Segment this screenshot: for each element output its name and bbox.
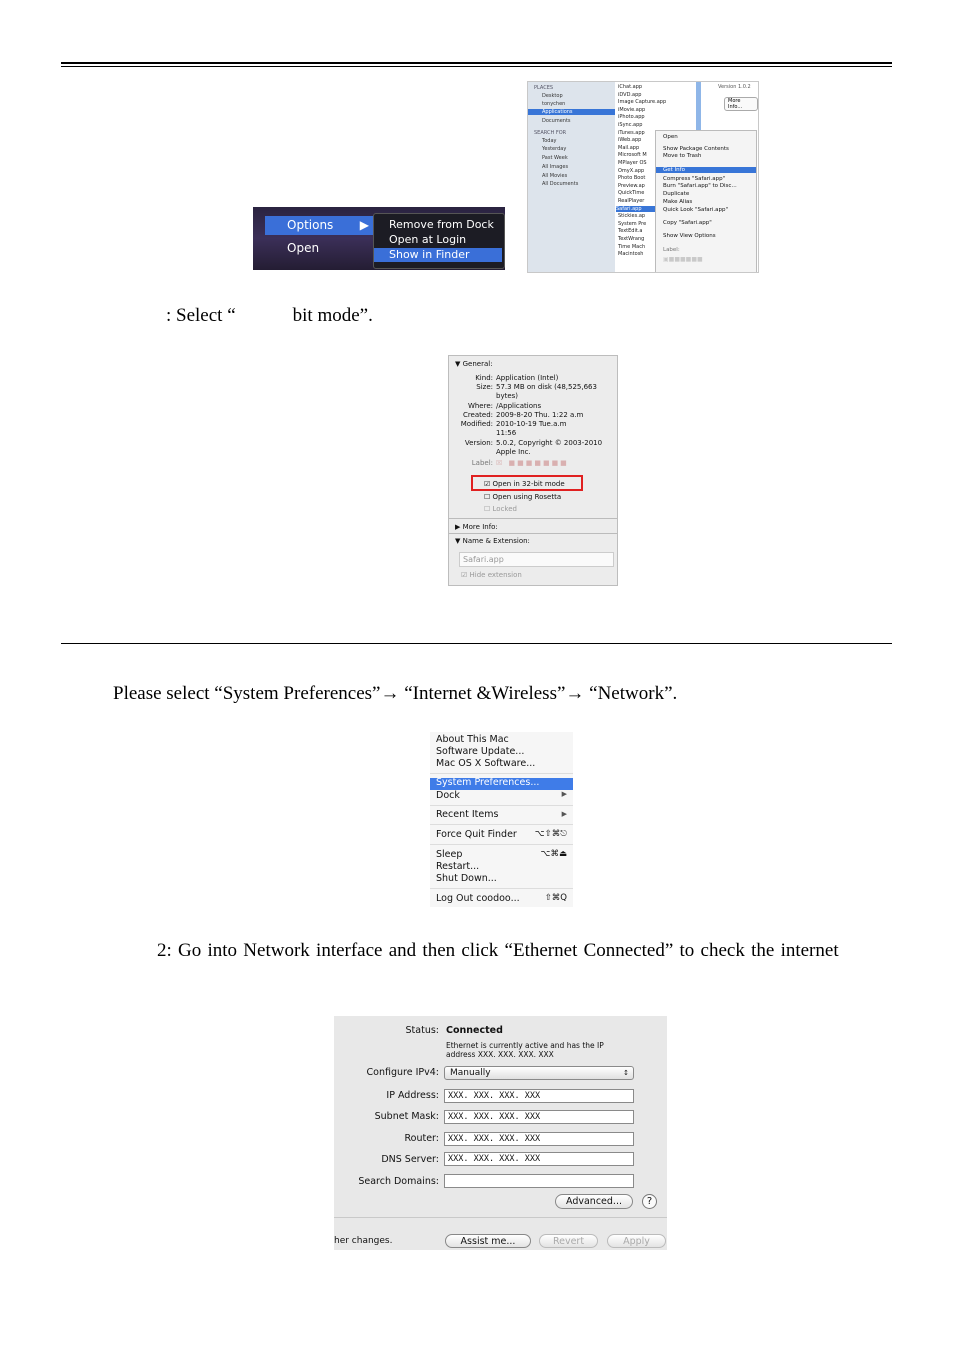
force-quit-shortcut: ⌥⇧⌘⎋ <box>534 829 567 839</box>
menu-item-force-quit[interactable]: Force Quit Finder <box>436 829 517 840</box>
ctx-show-package[interactable]: Show Package Contents <box>663 146 729 152</box>
ctx-make-alias[interactable]: Make Alias <box>663 199 693 205</box>
router-field[interactable]: XXX. XXX. XXX. XXX <box>444 1132 634 1146</box>
log-out-shortcut: ⇧⌘Q <box>544 893 567 903</box>
finder-app-item[interactable]: Time Mach <box>618 243 646 250</box>
finder-app-item[interactable]: Photo Boot <box>618 175 646 182</box>
finder-app-item[interactable]: iPhoto.app <box>618 114 645 121</box>
finder-sidebar <box>528 82 615 272</box>
sidebar-item[interactable]: All Images <box>542 164 569 170</box>
finder-app-item[interactable]: Mail.app <box>618 144 640 151</box>
modified-value-cont: 11:56 <box>496 429 517 437</box>
sidebar-item-selected[interactable]: Applications <box>528 109 615 115</box>
menu-item-restart[interactable]: Restart... <box>436 861 480 872</box>
sidebar-item[interactable]: Past Week <box>542 155 568 161</box>
bottom-divider <box>334 1217 667 1218</box>
finder-app-item[interactable]: Image Capture.app <box>618 99 667 106</box>
dns-server-field[interactable]: XXX. XXX. XXX. XXX <box>444 1152 634 1166</box>
menu-separator <box>430 805 573 806</box>
finder-app-item[interactable]: OmyX.app <box>618 167 645 174</box>
kind-label: Kind: <box>475 374 493 382</box>
finder-app-item[interactable]: Microsoft M <box>618 152 647 159</box>
finder-window <box>527 81 759 273</box>
open-at-login-item[interactable]: Open at Login <box>389 233 467 246</box>
step-2-text: 2: Go into Network interface and then click “Ethernet Connected” to check the internet <box>157 940 839 961</box>
ctx-quick-look[interactable]: Quick Look "Safari.app" <box>663 207 729 213</box>
finder-app-item[interactable]: iSync.app <box>618 122 643 128</box>
finder-app-item[interactable]: Macintosh <box>618 251 644 258</box>
section-divider <box>449 533 617 534</box>
checkbox-checked-icon: ☑ <box>484 480 491 488</box>
finder-app-item[interactable]: QuickTime <box>618 190 645 197</box>
finder-app-item[interactable]: TextWrang <box>618 236 645 242</box>
where-value: /Applications <box>496 402 542 410</box>
created-label: Created: <box>462 411 493 419</box>
more-info-button[interactable]: More Info... <box>724 97 758 111</box>
get-info-panel <box>448 355 618 586</box>
search-domains-field[interactable] <box>444 1174 634 1188</box>
locked-checkbox[interactable]: ☐ Locked <box>484 505 517 513</box>
finder-app-item[interactable]: RealPlayer <box>618 198 645 204</box>
menu-item-shut-down[interactable]: Shut Down... <box>436 873 497 884</box>
top-rule-thin <box>61 66 892 67</box>
finder-app-item[interactable]: iTunes.app <box>618 129 645 136</box>
general-section-header[interactable]: ▼ General: <box>455 360 493 368</box>
sidebar-item[interactable]: Documents <box>542 118 571 124</box>
status-description: Ethernet is currently active and has the IP <box>446 1041 604 1050</box>
label-color-swatches[interactable]: ▣■■■■■■ <box>663 256 703 263</box>
size-label: Size: <box>476 383 493 391</box>
dock-context-menu <box>253 207 505 270</box>
finder-app-item[interactable]: Safari.app <box>616 206 656 212</box>
menu-item-system-preferences[interactable]: System Preferences... <box>430 778 573 790</box>
more-info-section-header[interactable]: ▶ More Info: <box>455 523 498 531</box>
sleep-shortcut: ⌥⌘⏏ <box>540 849 567 859</box>
open-32bit-checkbox[interactable]: ☑ Open in 32-bit mode <box>484 480 565 488</box>
menu-separator <box>430 773 573 774</box>
where-label: Where: <box>467 402 493 410</box>
subnet-mask-label: Subnet Mask: <box>374 1111 439 1122</box>
version-value: 5.0.2, Copyright © 2003-2010 <box>496 439 603 447</box>
sidebar-heading: SEARCH FOR <box>534 130 567 136</box>
options-menu-item[interactable]: Options ▶ <box>265 216 375 235</box>
advanced-button[interactable]: Advanced... <box>555 1194 633 1209</box>
size-value: 57.3 MB on disk (48,525,663 <box>496 383 597 391</box>
finder-app-item[interactable]: System Pre <box>618 220 647 227</box>
caption-select-bit-mode: : Select “ bit mode”. <box>166 305 373 326</box>
menu-item-recent-items[interactable]: Recent Items <box>436 809 499 820</box>
checkbox-icon: ☐ <box>484 493 491 501</box>
checkbox-checked-icon: ☑ <box>461 571 468 579</box>
menu-item-log-out[interactable]: Log Out coodoo... <box>436 893 520 904</box>
sidebar-item[interactable]: All Movies <box>542 173 568 179</box>
section-rule <box>61 643 892 644</box>
finder-app-item[interactable]: iMovie.app <box>618 106 646 113</box>
revert-button[interactable]: Revert <box>539 1234 598 1248</box>
changes-text: her changes. <box>334 1236 393 1246</box>
label-color-swatches[interactable]: ☒ ■■■■■■■ <box>496 459 569 467</box>
ctx-duplicate[interactable]: Duplicate <box>663 191 690 197</box>
assist-me-button[interactable]: Assist me... <box>445 1234 531 1248</box>
menu-item-sleep[interactable]: Sleep <box>436 849 463 860</box>
finder-app-item[interactable]: TextEdit.a <box>618 228 643 235</box>
search-domains-label: Search Domains: <box>358 1176 439 1187</box>
name-input[interactable]: Safari.app <box>459 552 614 567</box>
arrow-right-icon: ▶ <box>359 218 369 232</box>
sidebar-heading: PLACES <box>534 85 554 91</box>
menu-item-software-update[interactable]: Software Update... <box>436 746 525 757</box>
version-label: Version 1.0.2 <box>718 84 751 90</box>
finder-app-item[interactable]: MPlayer OS <box>618 160 647 166</box>
status-description-address: address XXX. XXX. XXX. XXX <box>446 1050 554 1059</box>
finder-app-item[interactable]: iChat.app <box>618 84 643 90</box>
sidebar-item[interactable]: All Documents <box>542 181 579 187</box>
checkbox-icon: ☐ <box>484 505 491 513</box>
configure-ipv4-select[interactable]: Manually ↕ <box>444 1066 634 1080</box>
ctx-label: Label: <box>663 247 680 253</box>
step-1-text: Please select “System Preferences”→ “Internet &Wireless”→ “Network”. <box>113 683 678 704</box>
modified-value: 2010-10-19 Tue.a.m <box>496 420 567 428</box>
menu-separator <box>430 888 573 889</box>
show-in-finder-item[interactable]: Show in Finder <box>374 248 502 262</box>
configure-ipv4-label: Configure IPv4: <box>366 1067 439 1078</box>
ctx-copy[interactable]: Copy "Safari.app" <box>663 220 712 226</box>
menu-item-about[interactable]: About This Mac <box>436 734 509 745</box>
finder-app-item[interactable]: iWeb.app <box>618 137 642 144</box>
finder-app-item[interactable]: iDVD.app <box>618 91 642 98</box>
ctx-open[interactable]: Open <box>663 134 678 140</box>
sidebar-item[interactable]: Yesterday <box>542 146 567 152</box>
dns-server-label: DNS Server: <box>381 1154 439 1165</box>
stepper-arrows-icon: ↕ <box>623 1069 629 1077</box>
menu-item-dock[interactable]: Dock <box>436 790 460 801</box>
options-submenu <box>373 213 505 269</box>
version-label: Version: <box>464 439 493 447</box>
menu-separator <box>430 824 573 825</box>
ip-address-label: IP Address: <box>386 1090 439 1101</box>
network-preferences-panel <box>334 1016 667 1250</box>
finder-context-menu <box>655 130 757 273</box>
ctx-get-info[interactable]: Get Info <box>656 167 756 173</box>
top-rule <box>61 62 892 64</box>
kind-value: Application (Intel) <box>496 374 559 382</box>
submenu-arrow-icon: ▶ <box>561 790 567 798</box>
open-rosetta-checkbox[interactable]: ☐ Open using Rosetta <box>484 493 562 501</box>
hide-extension-checkbox[interactable]: ☑ Hide extension <box>461 571 522 579</box>
size-value-cont: bytes) <box>496 392 519 400</box>
submenu-arrow-icon: ▶ <box>561 810 567 818</box>
section-divider <box>449 518 617 519</box>
name-extension-section-header[interactable]: ▼ Name & Extension: <box>455 537 530 545</box>
ctx-view-options[interactable]: Show View Options <box>663 233 716 239</box>
modified-label: Modified: <box>460 420 493 428</box>
finder-app-item[interactable]: Stickies.ap <box>618 213 646 220</box>
ctx-move-trash[interactable]: Move to Trash <box>663 153 702 159</box>
ip-address-field[interactable]: XXX. XXX. XXX. XXX <box>444 1089 634 1103</box>
apple-menu <box>430 732 573 907</box>
menu-item-mac-os-software[interactable]: Mac OS X Software... <box>436 758 536 769</box>
status-label: Status: <box>405 1025 439 1036</box>
ctx-burn[interactable]: Burn "Safari.app" to Disc... <box>663 183 737 189</box>
menu-separator <box>430 844 573 845</box>
apply-button[interactable]: Apply <box>607 1234 666 1248</box>
finder-app-list <box>616 82 667 272</box>
remove-from-dock-item[interactable]: Remove from Dock <box>389 218 494 231</box>
sidebar-item[interactable]: tonychen <box>542 101 566 107</box>
label-label: Label: <box>471 459 493 467</box>
help-button[interactable]: ? <box>642 1194 657 1209</box>
router-label: Router: <box>404 1133 439 1144</box>
version-value-cont: Apple Inc. <box>496 448 531 456</box>
finder-app-item[interactable]: Preview.ap <box>618 182 645 189</box>
sidebar-item[interactable]: Today <box>542 138 557 144</box>
ctx-compress[interactable]: Compress "Safari.app" <box>663 176 726 182</box>
open-menu-item[interactable]: Open <box>287 241 320 255</box>
subnet-mask-field[interactable]: XXX. XXX. XXX. XXX <box>444 1110 634 1124</box>
sidebar-item[interactable]: Desktop <box>542 93 563 99</box>
status-value: Connected <box>446 1025 503 1036</box>
created-value: 2009-8-20 Thu. 1:22 a.m <box>496 411 584 419</box>
